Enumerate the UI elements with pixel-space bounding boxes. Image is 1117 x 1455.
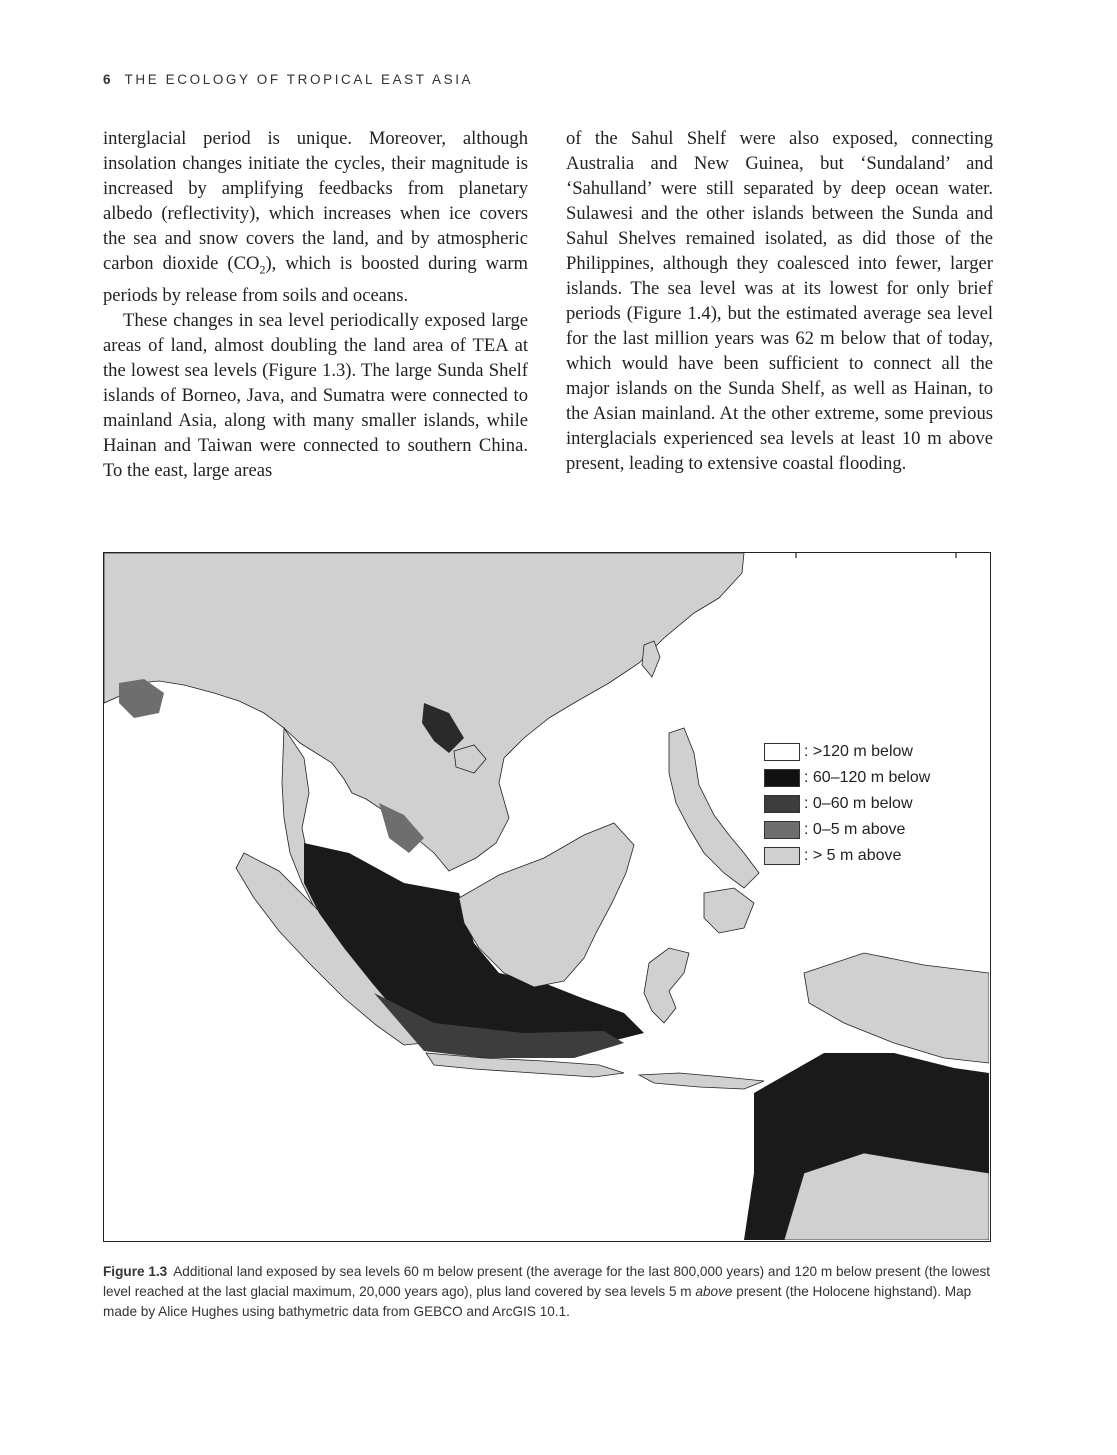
paragraph [103, 126, 528, 308]
legend-item [764, 791, 930, 817]
coastal-lowland [119, 679, 164, 718]
legend-label: : 0–60 m below [804, 795, 913, 812]
legend-item [764, 739, 930, 765]
legend-swatch [764, 769, 800, 787]
map-legend [764, 739, 930, 869]
legend-label: : > 5 m above [804, 847, 902, 864]
philippines [669, 728, 759, 888]
new-guinea [804, 953, 989, 1063]
sea-level-map [104, 553, 989, 1240]
figure-map [103, 552, 991, 1242]
legend-label: : 0–5 m above [804, 821, 906, 838]
legend-swatch [764, 847, 800, 865]
legend-label: : >120 m below [804, 743, 913, 760]
paragraph: of the Sahul Shelf were also exposed, connecting Australia and New Guinea, but ‘Sundaland’ and ‘Sahulland’ were still separated by deep ocean water. Sulawesi and the other islands between the Sunda and Sahul Shelves remained isolated, as did those of the Philippines, although they coalesced into fewer, larger islands. The sea level was at its lowest for only brief periods (Figure 1.4), but the estimated average sea level for the last million years was 62 m below that of today, which would have been sufficient to connect all the major islands on the Sunda Shelf, as well as Hainan, to the Asian mainland. At the other extreme, some previous interglacials experienced sea levels at least 10 m above present, leading to extensive coastal flooding. [566, 128, 993, 474]
lesser-sunda [639, 1073, 764, 1089]
running-title: THE ECOLOGY OF TROPICAL EAST ASIA [124, 72, 474, 87]
caption-text: Additional land exposed by sea levels 60 m below present (the average for the last 800,000 years) and 120 m below present (the lowest level reached at the last glacial maximum, 20,000 years ago), plus land covered by sea levels 5 m [103, 1264, 991, 1299]
page-number: 6 [103, 72, 111, 87]
running-head [103, 72, 473, 87]
paragraph-text: ), which is boosted during warm periods by release from soils and oceans. [103, 253, 528, 306]
legend-item [764, 843, 930, 869]
figure-caption [103, 1262, 993, 1322]
caption-emphasis: above [695, 1284, 733, 1299]
paragraph-text: interglacial period is unique. Moreover, although insolation changes initiate the cycles, their magnitude is increased by amplifying feedbacks from planetary albedo (reflectivity), which increases when ice covers the sea and snow covers the land, and by atmospheric carbon dioxide (CO [103, 128, 528, 274]
right-column [566, 126, 993, 476]
subscript: 2 [259, 262, 266, 277]
legend-swatch [764, 821, 800, 839]
figure-label: Figure 1.3 [103, 1264, 168, 1279]
caption-text: present (the Holocene highstand). Map made by Alice Hughes using bathymetric data from GEBCO and ArcGIS 10.1. [103, 1284, 972, 1319]
legend-item [764, 765, 930, 791]
left-column [103, 126, 528, 483]
legend-swatch [764, 743, 800, 761]
legend-label: : 60–120 m below [804, 769, 931, 786]
sulawesi [644, 948, 689, 1023]
taiwan [642, 641, 660, 677]
legend-item [764, 817, 930, 843]
mindanao [704, 888, 754, 933]
legend-swatch [764, 795, 800, 813]
paragraph: These changes in sea level periodically exposed large areas of land, almost doubling the land area of TEA at the lowest sea levels (Figure 1.3). The large Sunda Shelf islands of Borneo, Java, and Sumatra were connected to mainland Asia, along with many smaller islands, while Hainan and Taiwan were connected to southern China. To the east, large areas [103, 309, 528, 481]
